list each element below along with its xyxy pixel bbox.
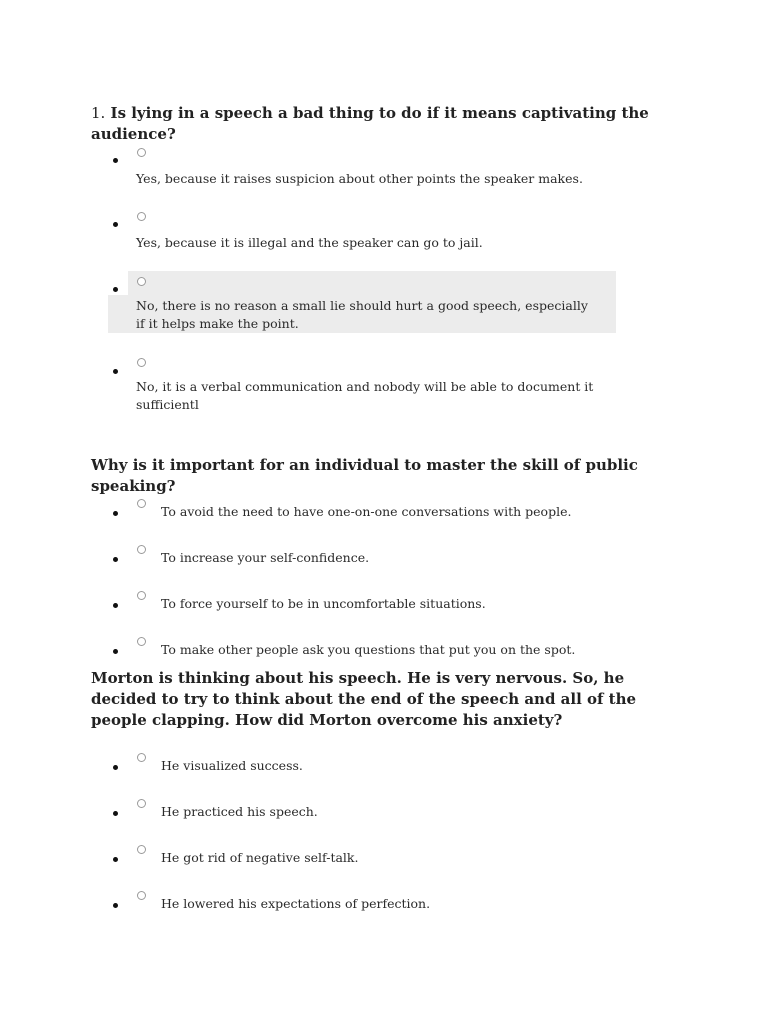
option-label: Yes, because it is illegal and the speaker can go to jail. xyxy=(136,235,483,250)
bullet-icon xyxy=(113,287,118,292)
bullet-icon xyxy=(113,857,118,862)
q1-option-4[interactable] xyxy=(108,356,618,418)
q1-option-3[interactable] xyxy=(108,271,618,333)
q2-option-4[interactable] xyxy=(108,636,618,660)
q3-option-2[interactable] xyxy=(108,798,618,822)
radio-button[interactable] xyxy=(137,591,146,600)
radio-button[interactable] xyxy=(137,499,146,508)
option-label: No, there is no reason a small lie should hurt a good speech, especially if it helps make the point. xyxy=(136,298,588,331)
radio-button[interactable] xyxy=(137,277,146,286)
option-label: He visualized success. xyxy=(161,758,303,773)
bullet-icon xyxy=(113,811,118,816)
question-1-text: Is lying in a speech a bad thing to do if it means captivating the audience? xyxy=(91,104,649,143)
q1-option-2[interactable] xyxy=(108,210,618,254)
q1-option-1[interactable] xyxy=(108,146,618,190)
question-2: Why is it important for an individual to master the skill of public speaking? xyxy=(91,456,638,495)
radio-button[interactable] xyxy=(137,637,146,646)
radio-button[interactable] xyxy=(137,212,146,221)
radio-button[interactable] xyxy=(137,891,146,900)
option-label: He lowered his expectations of perfection. xyxy=(161,896,431,911)
radio-button[interactable] xyxy=(137,545,146,554)
option-label: To force yourself to be in uncomfortable situations. xyxy=(161,596,486,611)
option-label: To increase your self-confidence. xyxy=(161,550,370,565)
bullet-icon xyxy=(113,903,118,908)
q2-option-3[interactable] xyxy=(108,590,618,614)
question-1-number: 1. xyxy=(91,104,106,122)
option-label: He got rid of negative self-talk. xyxy=(161,850,359,865)
question-1 xyxy=(91,103,691,145)
bullet-icon xyxy=(113,222,118,227)
bullet-icon xyxy=(113,557,118,562)
bullet-icon xyxy=(113,765,118,770)
bullet-icon xyxy=(113,649,118,654)
option-label: He practiced his speech. xyxy=(161,804,318,819)
option-label: To avoid the need to have one-on-one conversations with people. xyxy=(161,504,572,519)
q2-option-1[interactable] xyxy=(108,498,618,522)
bullet-icon xyxy=(113,603,118,608)
bullet-icon xyxy=(113,369,118,374)
question-3: Morton is thinking about his speech. He is very nervous. So, he decided to try to think about the end of the speech and all of the people clapping. How did Morton overcome his anxiety? xyxy=(91,669,637,729)
radio-button[interactable] xyxy=(137,753,146,762)
q3-option-4[interactable] xyxy=(108,890,618,914)
bullet-icon xyxy=(113,511,118,516)
option-label: Yes, because it raises suspicion about other points the speaker makes. xyxy=(136,171,583,186)
q3-option-3[interactable] xyxy=(108,844,618,868)
option-label: To make other people ask you questions that put you on the spot. xyxy=(161,642,576,657)
option-label: No, it is a verbal communication and nobody will be able to document it sufficientl xyxy=(136,379,594,412)
radio-button[interactable] xyxy=(137,148,146,157)
q2-option-2[interactable] xyxy=(108,544,618,568)
bullet-icon xyxy=(113,158,118,163)
radio-button[interactable] xyxy=(137,358,146,367)
radio-button[interactable] xyxy=(137,799,146,808)
radio-button[interactable] xyxy=(137,845,146,854)
highlight-gap xyxy=(108,271,128,295)
q3-option-1[interactable] xyxy=(108,752,618,776)
